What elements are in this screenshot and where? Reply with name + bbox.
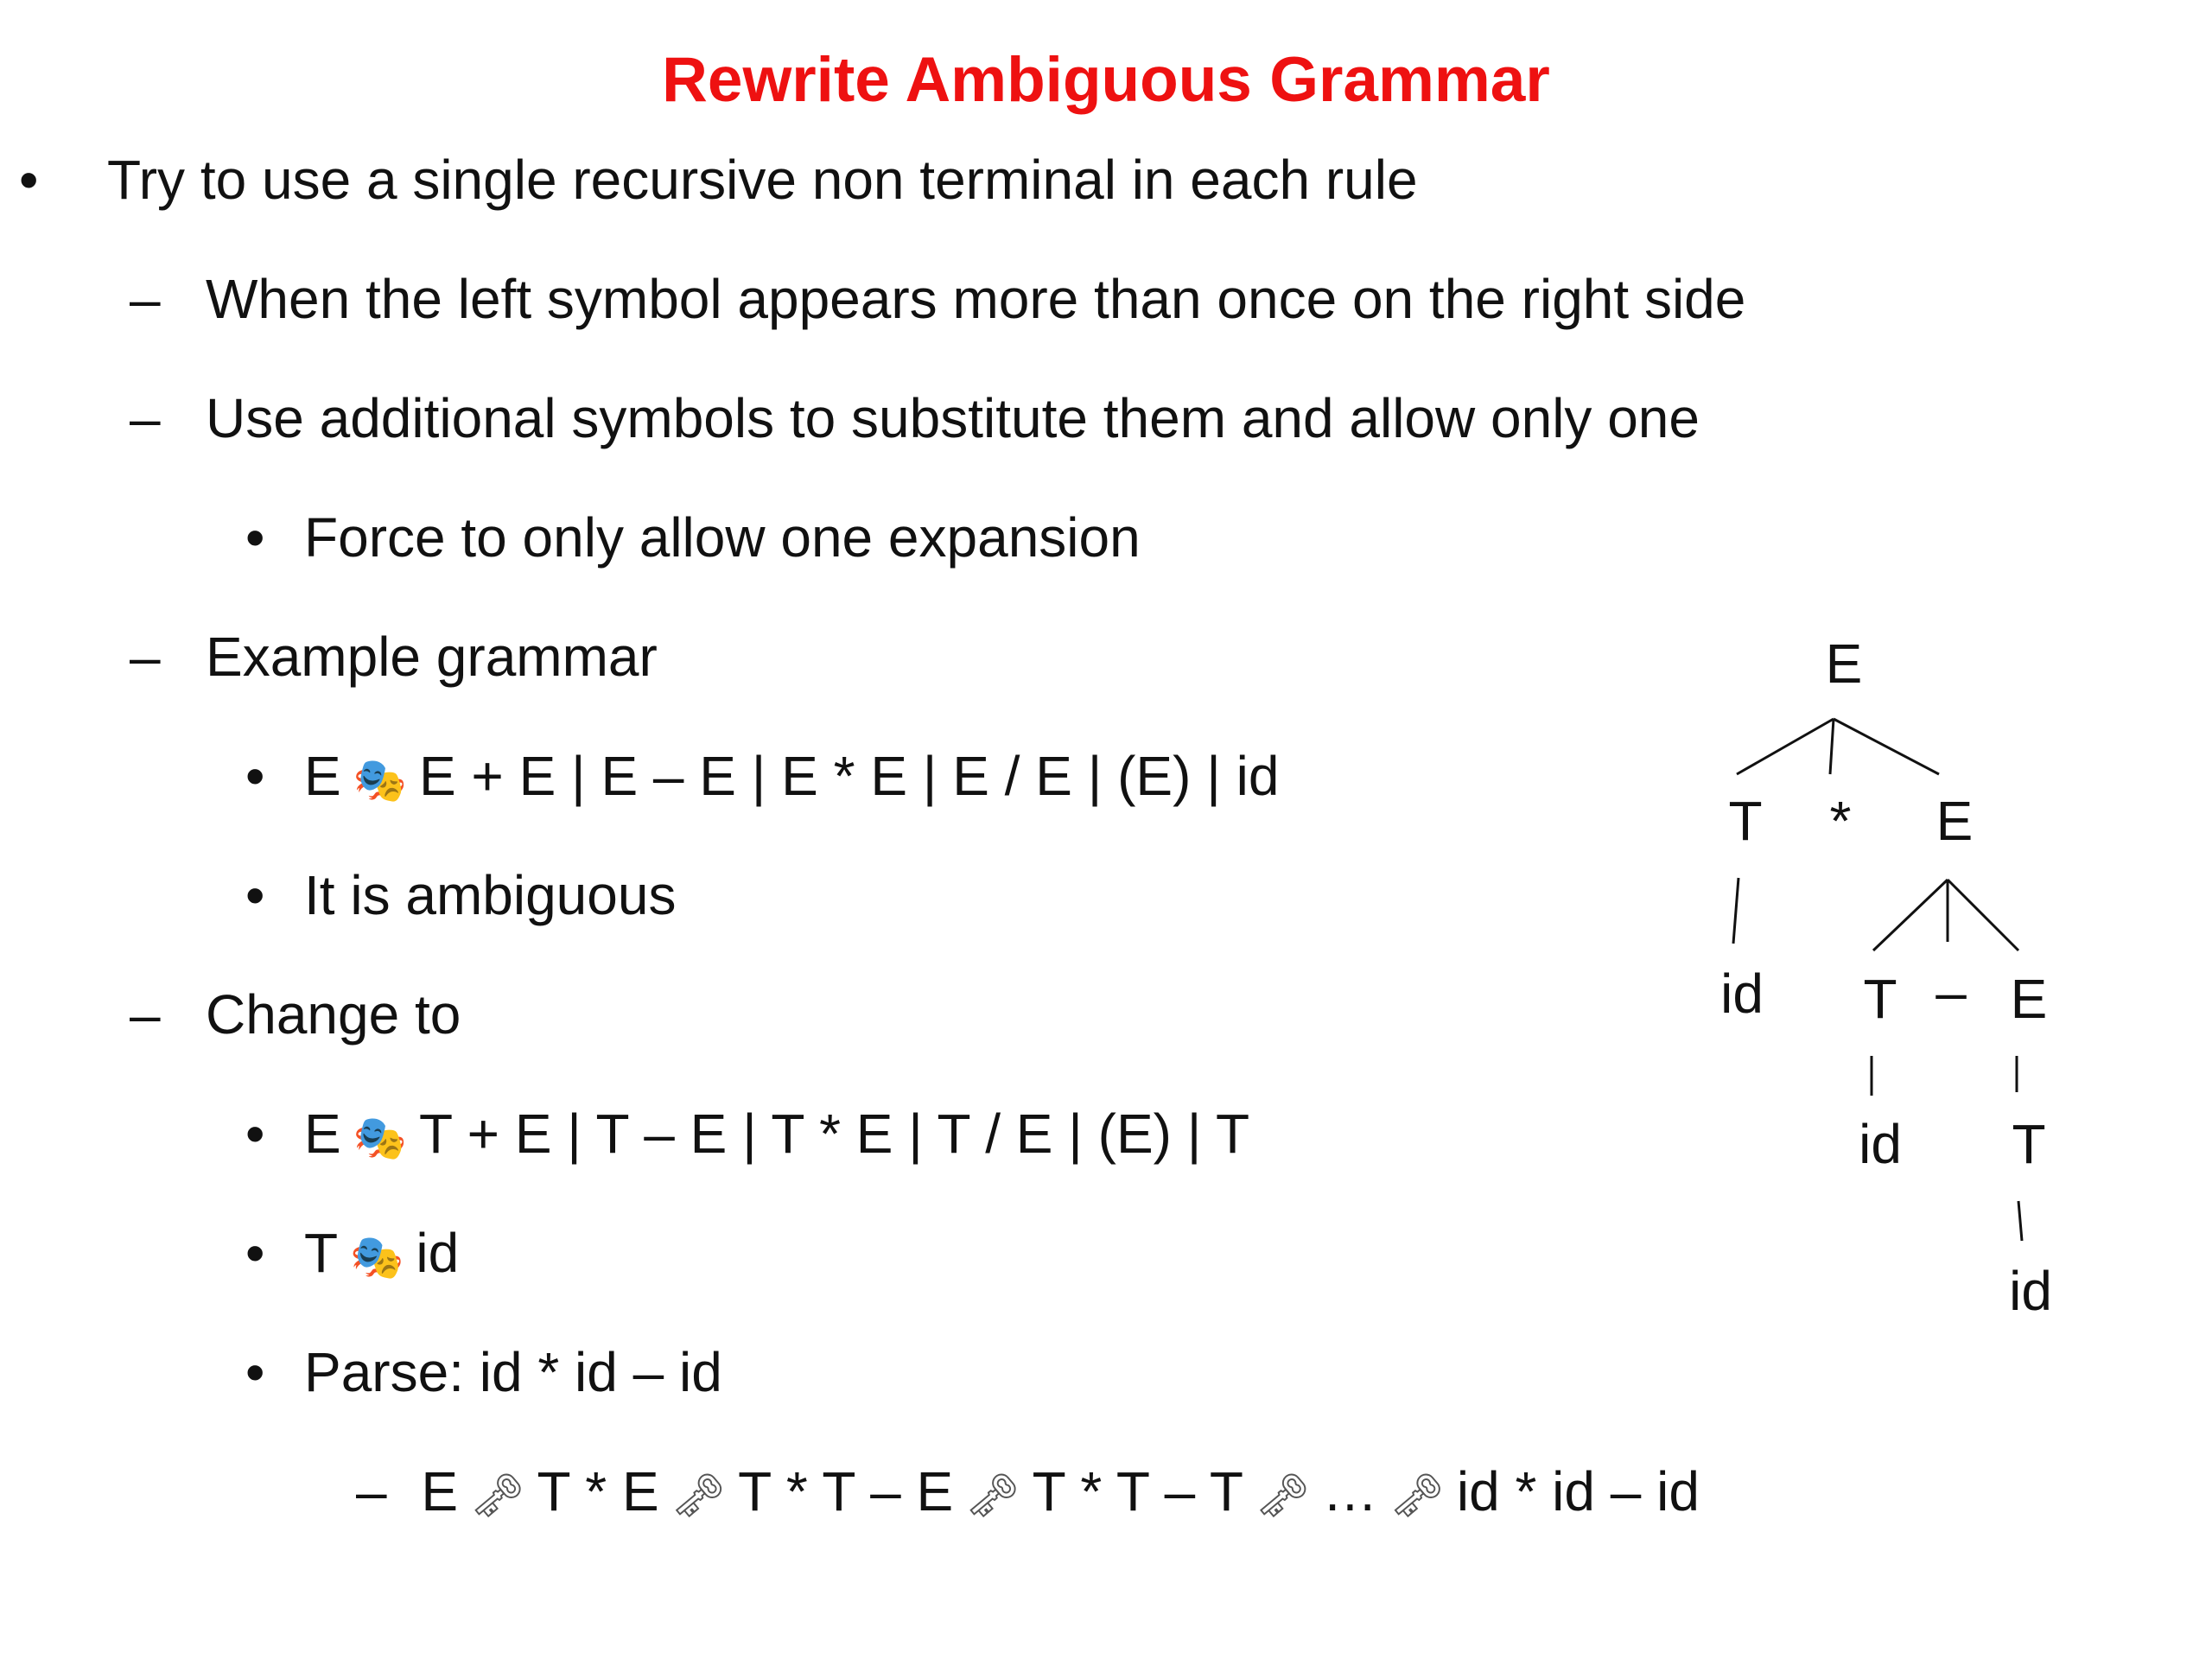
derives-icon: 🗝: [671, 1471, 727, 1522]
rule-lhs: E: [304, 1103, 341, 1165]
produces-icon: 🎭: [353, 1113, 407, 1164]
tree-edge: [1733, 878, 1738, 944]
tree-edge: [1834, 719, 1939, 774]
tree-node-op: *: [1829, 790, 1852, 852]
tree-node-id: id: [2009, 1260, 2052, 1322]
derives-icon: 🗝: [1389, 1471, 1445, 1522]
tree-node-id: id: [1859, 1113, 1902, 1175]
derivation-step: E: [421, 1460, 459, 1522]
derives-icon: 🗝: [470, 1471, 525, 1522]
derivation-step: T * E: [537, 1460, 659, 1522]
dash-marker: –: [130, 983, 161, 1046]
rule-rhs: T + E | T – E | T * E | T / E | (E) | T: [418, 1103, 1250, 1165]
tree-edge: [2018, 1201, 2022, 1241]
bullet-marker: •: [245, 1222, 265, 1284]
tree-edge: [1830, 719, 1834, 774]
bullet-marker: •: [245, 864, 265, 926]
slide-title: Rewrite Ambiguous Grammar: [662, 45, 1550, 115]
derivation-dash: –: [356, 1460, 387, 1522]
grammar-rule-ambiguous: [304, 741, 1279, 815]
derives-icon: 🗝: [965, 1471, 1020, 1522]
bullet-parse: Parse: id * id – id: [304, 1341, 722, 1403]
rule-rhs: id: [416, 1222, 460, 1284]
tree-edge: [1737, 719, 1834, 774]
rule-rhs: E + E | E – E | E * E | E / E | (E) | id: [418, 745, 1280, 807]
dash-marker: –: [130, 387, 161, 449]
tree-node-t: T: [1728, 790, 1763, 852]
derivation-step: T * T – T: [1032, 1460, 1243, 1522]
bullet-left-symbol: When the left symbol appears more than once on the right side: [206, 268, 1746, 330]
dash-marker: –: [130, 268, 161, 330]
bullet-additional-symbols: Use additional symbols to substitute them and allow only one: [206, 387, 1700, 449]
produces-icon: 🎭: [350, 1232, 404, 1283]
bullet-single-recursive: Try to use a single recursive non terminal in each rule: [107, 149, 1418, 211]
bullet-change-to: Change to: [206, 983, 461, 1046]
produces-icon: 🎭: [353, 755, 407, 806]
dash-marker: –: [130, 626, 161, 688]
derivation-step: id * id – id: [1456, 1460, 1700, 1522]
tree-node-e: E: [1936, 790, 1974, 852]
rule-lhs: T: [304, 1222, 339, 1284]
bullet-marker: •: [245, 745, 265, 807]
tree-node-t: T: [1863, 968, 1897, 1030]
bullet-marker: •: [245, 506, 265, 569]
grammar-rule-t: [304, 1218, 459, 1292]
bullet-marker: •: [19, 149, 39, 211]
tree-node-id: id: [1720, 963, 1764, 1025]
tree-edge: [1948, 880, 2018, 950]
derives-icon: 🗝: [1255, 1471, 1311, 1522]
derivation-line: [356, 1457, 1700, 1530]
derivation-step: …: [1322, 1460, 1378, 1522]
rule-lhs: E: [304, 745, 341, 807]
tree-node-root: E: [1825, 632, 1863, 695]
tree-node-e: E: [2010, 968, 2048, 1030]
bullet-force-one: Force to only allow one expansion: [304, 506, 1141, 569]
tree-node-op: –: [1936, 961, 1967, 1023]
bullet-example-grammar: Example grammar: [206, 626, 658, 688]
grammar-rule-e: [304, 1099, 1249, 1173]
derivation-step: T * T – E: [738, 1460, 954, 1522]
tree-edge: [1873, 880, 1948, 950]
bullet-marker: •: [245, 1341, 265, 1403]
bullet-ambiguous: It is ambiguous: [304, 864, 677, 926]
bullet-marker: •: [245, 1103, 265, 1165]
tree-node-t: T: [2012, 1113, 2046, 1175]
